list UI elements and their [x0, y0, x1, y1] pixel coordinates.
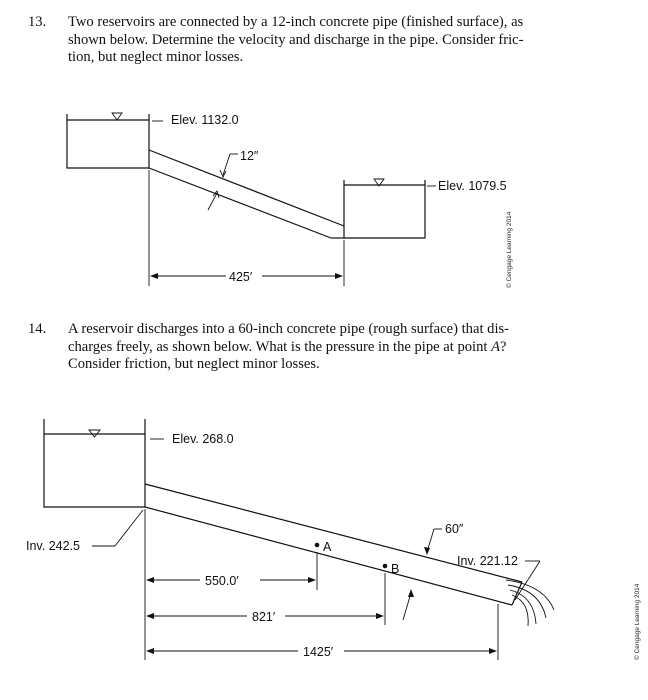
- figure-14-credit: © Cengage Learning 2014: [634, 583, 641, 660]
- outlet-invert-leader-diag: [515, 561, 540, 600]
- discharge-jet-line: [506, 580, 554, 610]
- arrowhead-icon: [424, 547, 430, 555]
- length-label: 425′: [229, 270, 253, 284]
- water-level-marker-icon: [112, 113, 122, 120]
- arrowhead-icon: [146, 577, 154, 583]
- arrowhead-icon: [213, 191, 219, 198]
- reservoir-elev-label: Elev. 268.0: [172, 432, 234, 446]
- arrowhead-icon: [150, 273, 158, 279]
- dim-a-label: 550.0′: [205, 574, 239, 588]
- problem-14-line-2-text: charges freely, as shown below. What is the pressure in the pipe at point: [68, 338, 492, 355]
- diameter-arrow-bottom: [208, 193, 217, 210]
- figure-13-drawing: [67, 113, 513, 288]
- arrowhead-icon: [146, 613, 154, 619]
- dim-total-label: 1425′: [303, 645, 334, 659]
- discharge-jet-line: [510, 590, 536, 624]
- point-b-dot: [383, 564, 388, 569]
- pipe-diameter-label: 12″: [240, 149, 259, 163]
- outlet-invert-label: Inv. 221.12: [457, 554, 518, 568]
- reservoir-walls: [44, 419, 145, 507]
- discharge-jet-line: [508, 585, 546, 618]
- inlet-invert-label: Inv. 242.5: [26, 539, 80, 553]
- upper-elev-label: Elev. 1132.0: [171, 113, 239, 127]
- figure-14-drawing: [26, 419, 641, 660]
- problem-14-line-3: Consider friction, but neglect minor losses.: [68, 356, 320, 372]
- water-level-marker-icon: [374, 179, 384, 186]
- arrowhead-icon: [335, 273, 343, 279]
- pipe-bottom-wall: [145, 507, 512, 605]
- problem-13-line-2: shown below. Determine the velocity and discharge in the pipe. Consider fric-: [68, 31, 524, 48]
- problem-14-point-ref-suffix: ?: [500, 338, 507, 355]
- point-a-label: A: [323, 540, 332, 554]
- water-level-marker-icon: [89, 430, 100, 437]
- arrowhead-icon: [220, 170, 226, 177]
- dim-b-label: 821′: [252, 610, 276, 624]
- pipe-top-wall: [149, 150, 344, 226]
- diameter-arrow-top: [427, 529, 434, 552]
- problem-13-line-3: tion, but neglect minor losses.: [68, 49, 244, 65]
- problem-14-line-1: A reservoir discharges into a 60-inch concrete pipe (rough surface) that dis-: [68, 321, 510, 337]
- lower-reservoir-walls: [344, 180, 425, 238]
- figure-13-credit: © Cengage Learning 2014: [506, 211, 513, 288]
- arrowhead-icon: [376, 613, 384, 619]
- pipe-outlet-end: [512, 582, 522, 605]
- upper-reservoir-walls: [67, 114, 149, 168]
- inlet-invert-leader-diag: [115, 510, 143, 546]
- lower-elev-label: Elev. 1079.5: [438, 179, 507, 193]
- arrowhead-icon: [408, 589, 414, 597]
- diameter-arrow-bottom: [403, 593, 411, 620]
- pipe-top-wall: [145, 484, 522, 582]
- problem-13-line-1: Two reservoirs are connected by a 12-inch concrete pipe (finished surface), as: [68, 14, 524, 30]
- problem-14-number: 14.: [28, 321, 47, 337]
- problem-14-line-2: [68, 339, 578, 357]
- arrowhead-icon: [308, 577, 316, 583]
- pipe-bottom-wall: [149, 168, 331, 238]
- point-b-label: B: [391, 562, 400, 576]
- pipe-diameter-label: 60″: [445, 522, 464, 536]
- arrowhead-icon: [489, 648, 497, 654]
- discharge-jet-line: [512, 595, 528, 626]
- problem-13-number: 13.: [28, 14, 47, 30]
- point-a-dot: [315, 543, 320, 548]
- diameter-arrow-top: [223, 154, 230, 175]
- arrowhead-icon: [146, 648, 154, 654]
- problem-14-point-ref: A: [491, 338, 501, 355]
